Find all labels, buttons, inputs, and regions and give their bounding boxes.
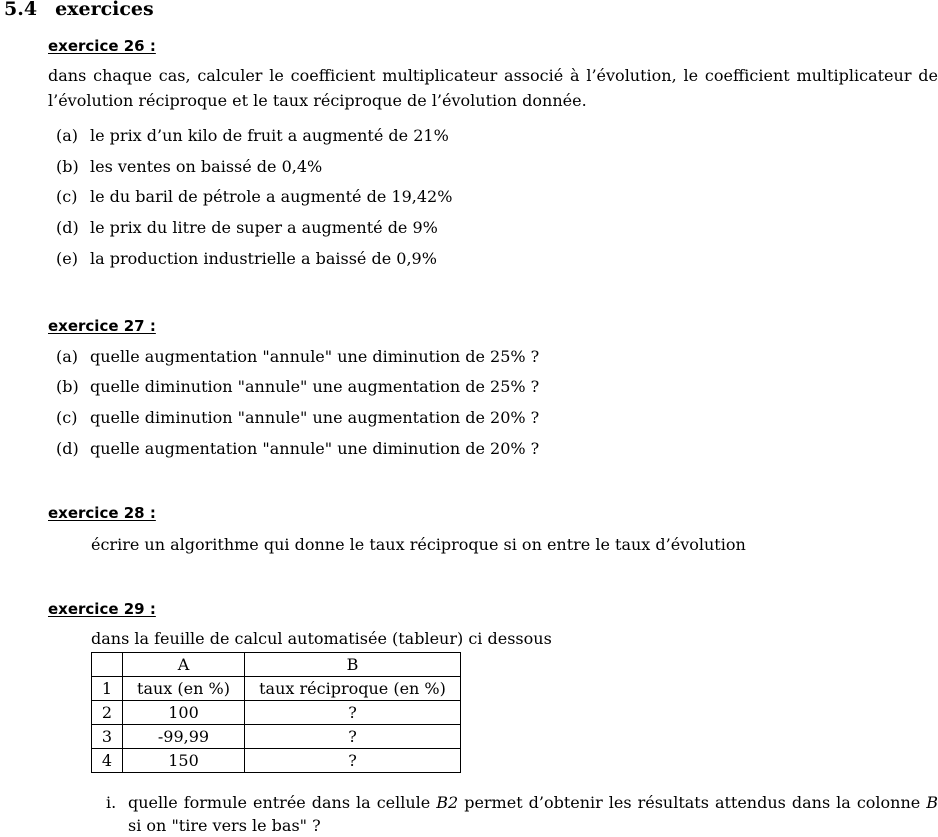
- item-text: la production industrielle a baissé de 0,9%: [90, 249, 437, 268]
- table-cell: 1: [92, 677, 123, 701]
- table-row: [92, 677, 461, 701]
- item-label: (a): [56, 126, 79, 145]
- exercise-29-question: [106, 791, 938, 837]
- exercise-26-item-b: [56, 157, 322, 176]
- section-heading: [4, 0, 154, 20]
- table-row: [92, 749, 461, 773]
- table-header-row: [92, 653, 461, 677]
- table-cell: 2: [92, 701, 123, 725]
- item-text: quelle diminution "annule" une augmentation de 20% ?: [90, 408, 540, 427]
- table-cell: taux réciproque (en %): [245, 677, 461, 701]
- item-text: le prix du litre de super a augmenté de 9%: [90, 218, 438, 237]
- exercise-26-item-c: [56, 187, 452, 206]
- item-label: (b): [56, 377, 79, 396]
- table-header-cell: A: [123, 653, 245, 677]
- item-label: (b): [56, 157, 79, 176]
- item-label: (c): [56, 408, 78, 427]
- table-cell: 4: [92, 749, 123, 773]
- item-text: quelle diminution "annule" une augmentation de 25% ?: [90, 377, 540, 396]
- item-text: quelle augmentation "annule" une diminution de 25% ?: [90, 347, 540, 366]
- exercise-26-title: exercice 26 :: [48, 37, 156, 55]
- exercise-27-item-d: [56, 439, 539, 458]
- exercise-29-intro: dans la feuille de calcul automatisée (tableur) ci dessous: [91, 629, 552, 648]
- item-label: (d): [56, 218, 79, 237]
- exercise-26-item-a: [56, 126, 449, 145]
- question-text-part: permet d’obtenir les résultats attendus dans la colonne: [458, 793, 927, 812]
- exercise-26-item-d: [56, 218, 438, 237]
- question-text-part: si on "tire vers le bas" ?: [128, 816, 321, 835]
- item-label: (c): [56, 187, 78, 206]
- table-row: [92, 725, 461, 749]
- question-text-part: quelle formule entrée dans la cellule: [128, 793, 437, 812]
- item-text: le du baril de pétrole a augmenté de 19,42%: [90, 187, 453, 206]
- question-text: [128, 791, 938, 837]
- table-cell: -99,99: [123, 725, 245, 749]
- item-label: (d): [56, 439, 79, 458]
- cell-reference: B2: [436, 793, 459, 812]
- item-text: les ventes on baissé de 0,4%: [90, 157, 323, 176]
- table-header-cell: B: [245, 653, 461, 677]
- table-row: [92, 701, 461, 725]
- item-text: le prix d’un kilo de fruit a augmenté de 21%: [90, 126, 449, 145]
- table-cell: 150: [123, 749, 245, 773]
- table-cell: ?: [245, 749, 461, 773]
- item-label: (a): [56, 347, 79, 366]
- table-cell: 100: [123, 701, 245, 725]
- exercise-28-text: écrire un algorithme qui donne le taux réciproque si on entre le taux d’évolution: [91, 535, 746, 554]
- exercise-27-item-c: [56, 408, 539, 427]
- section-number: 5.4: [4, 0, 38, 20]
- table-cell: 3: [92, 725, 123, 749]
- table-cell: ?: [245, 725, 461, 749]
- exercise-27-item-b: [56, 377, 539, 396]
- exercise-29-title: exercice 29 :: [48, 600, 156, 618]
- exercise-27-item-a: [56, 347, 539, 366]
- table-cell: ?: [245, 701, 461, 725]
- spreadsheet-table: [91, 652, 461, 773]
- column-reference: B: [926, 793, 938, 812]
- exercise-28-title: exercice 28 :: [48, 504, 156, 522]
- item-label: (e): [56, 249, 78, 268]
- exercise-27-title: exercice 27 :: [48, 317, 156, 335]
- question-label: i.: [106, 793, 117, 812]
- exercise-26-intro: dans chaque cas, calculer le coefficient multiplicateur associé à l’évolution, le coefficient multiplicateur de l’évolution réciproque et le taux réciproque de l’évolution donnée.: [48, 66, 938, 110]
- section-title: exercices: [55, 0, 154, 20]
- table-header-cell: [92, 653, 123, 677]
- table-cell: taux (en %): [123, 677, 245, 701]
- exercise-26-item-e: [56, 249, 437, 268]
- item-text: quelle augmentation "annule" une diminution de 20% ?: [90, 439, 540, 458]
